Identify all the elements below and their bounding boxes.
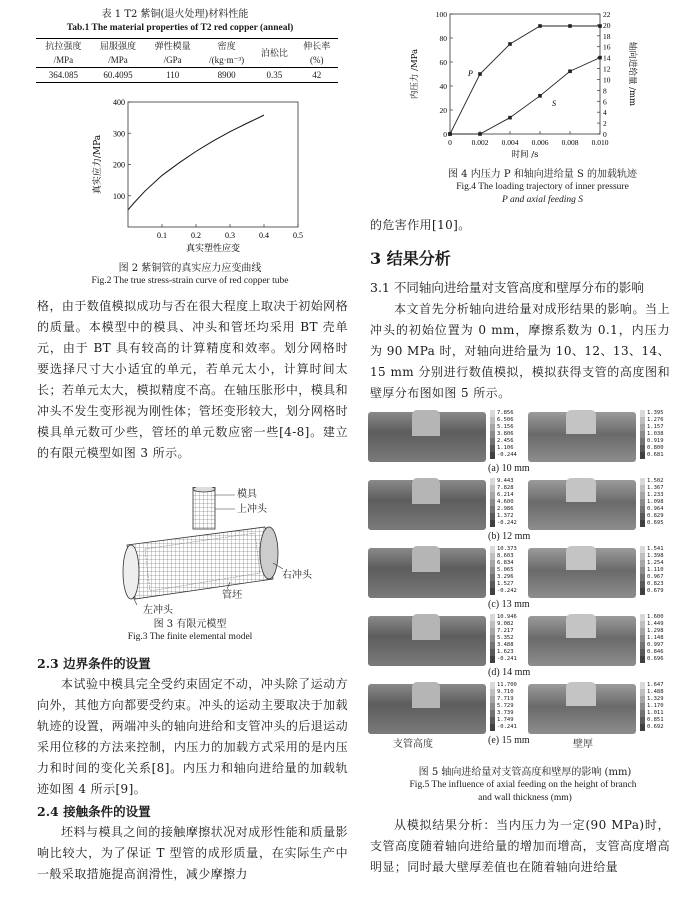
fig4-x-tick-label: 0.004 <box>501 138 519 147</box>
fig5-thickness-scale-value: 1.148 <box>640 635 674 642</box>
fig2-chart <box>90 96 310 261</box>
left-paragraph-3: 坯料与模具之间的接触摩擦状况对成形性能和质量影响比较大，为了保证 T 型管的成形质量，在实际生产中一般采取措施提高润滑性，减少摩擦力 <box>37 825 348 881</box>
fig5-height-scale-value: 6.834 <box>490 560 520 567</box>
table1-value-row <box>36 68 338 83</box>
fig5-thickness-scale <box>640 682 674 731</box>
section-3-heading: 3 结果分析 <box>370 249 451 268</box>
fig5-caption-en-2: and wall thickness (mm) <box>478 793 572 803</box>
fig2-plot-frame <box>128 102 298 227</box>
fig4-y-right-tick-label: 2 <box>603 119 607 129</box>
fig5-thickness-render <box>528 616 636 666</box>
fig5-thickness-scale <box>640 478 674 527</box>
table1-header: 弹性模量 <box>145 39 200 54</box>
fig5-thickness-scale-value: 1.276 <box>640 417 674 424</box>
fig4-y-right-tick-label: 16 <box>603 42 611 52</box>
left-paragraph-1: 格，由于数值模拟成功与否在很大程度上取决于初始网格的质量。本模型中的模具、冲头和管坯均采用 BT 壳单元，由于 BT 具有较高的计算精度和效率。划分网格时要选择尺寸大小适宜的单元，若单元太小，计算时间太长；若单元太大，模拟精度不高。在轴压胀形中，模具和冲头不发生变形视为刚性体；管坯变形较大，划分网格时模具单元数可少些，管坯的单元数应密一些[4-8]。建立的有限元模型如图 3 所示。 <box>37 299 348 460</box>
fig5-height-scale-value: 5.156 <box>490 424 520 431</box>
fig5-thickness-scale <box>640 614 674 663</box>
fig5-thickness-scale-value: 1.488 <box>640 689 674 696</box>
fig5-height-scale-value: 6.506 <box>490 417 520 424</box>
fig4-series-S-point <box>448 132 452 136</box>
fig5-thickness-scale-value: 1.298 <box>640 628 674 635</box>
fig5-row <box>368 612 676 680</box>
fig5-height-scale-value: 7.828 <box>490 485 520 492</box>
table1-value: 0.35 <box>253 68 295 83</box>
fig5-height-scale-value: 1.623 <box>490 649 520 656</box>
fig5-thickness-scale-value: 0.679 <box>640 588 674 595</box>
table1-header: 抗拉强度 <box>36 39 91 54</box>
fig2-x-tick-label: 0.4 <box>259 231 269 240</box>
fig4-y-right-tick-label: 0 <box>603 130 607 139</box>
fig2-stress-strain-line <box>128 115 264 210</box>
section-2-3-heading: 2.3 边界条件的设置 <box>37 656 151 671</box>
fig4-series-P-point <box>478 72 482 76</box>
fig5-thickness-scale-value: 1.367 <box>640 485 674 492</box>
fig4-series-P-label: P <box>468 69 473 78</box>
fig5-height-scale-value: -0.242 <box>490 588 520 595</box>
fig5-height-scale-value: 8.603 <box>490 553 520 560</box>
fig5-thickness-scale-value: 0.964 <box>640 506 674 513</box>
fig5-branch-shape <box>566 682 596 706</box>
fig5-height-scale-value: 3.488 <box>490 642 520 649</box>
fig4-y-right-tick-label: 20 <box>603 20 611 30</box>
table1-header: 密度 <box>200 39 253 54</box>
table1-value: 110 <box>145 68 200 83</box>
fig5-thickness-render <box>528 548 636 598</box>
fig5-figure <box>368 408 676 773</box>
fig5-thickness-scale-value: 1.254 <box>640 560 674 567</box>
fig5-caption-cn: 图 5 轴向进给量对支管高度和壁厚的影响 (mm) <box>418 767 632 778</box>
fig2-y-axis-label: 真实应力/MPa <box>93 134 103 195</box>
fig4-y-left-tick-label: 60 <box>439 58 447 67</box>
fig3-label-left-punch: 左冲头 <box>143 605 173 616</box>
fig2-x-tick-label: 0.5 <box>293 231 303 240</box>
fig4-series-S-point <box>508 116 512 120</box>
fig4-x-tick-label: 0 <box>448 138 452 147</box>
table1-title-en: Tab.1 The material properties of T2 red copper (anneal) <box>66 23 294 33</box>
fig5-height-scale-value: -0.242 <box>490 520 520 527</box>
fig5-branch-shape <box>566 478 596 502</box>
fig5-row <box>368 408 676 476</box>
fig5-thickness-scale-value: 1.502 <box>640 478 674 485</box>
fig5-sublabel: (d) 14 mm <box>488 667 531 678</box>
fig3-fe-model <box>115 487 320 615</box>
fig5-thickness-scale-value: 1.329 <box>640 696 674 703</box>
fig5-branch-shape <box>412 546 440 572</box>
right-paragraph-0: 的危害作用[10]。 <box>370 218 471 232</box>
fig5-thickness-scale-value: 0.919 <box>640 438 674 445</box>
fig5-thickness-scale-value: 0.681 <box>640 452 674 459</box>
fig5-thickness-scale-value: 1.157 <box>640 424 674 431</box>
fig2-y-tick-label: 100 <box>113 191 125 201</box>
left-paragraph-2: 本试验中模具完全受约束固定不动，冲头除了运动方向外，其他方向都要受约束。冲头的运动主要取决于加载轨迹的设置，两端冲头的轴向进给和支管冲头的后退运动采用位移的方法来控制，内压力的加载方式采用的是内压力和时间的变化关系[8]。内压力和轴向进给量的加载轨迹如图 4 所示[9]。 <box>37 677 348 796</box>
fig5-height-scale-value: 10.946 <box>490 614 520 621</box>
table1-header: 伸长率 <box>296 39 338 54</box>
fig5-thickness-scale-value: 1.647 <box>640 682 674 689</box>
fig4-caption-en: Fig.4 The loading trajectory of inner pressure <box>456 182 629 192</box>
fig5-height-scale <box>490 614 520 663</box>
fig4-series-S-point <box>538 94 542 98</box>
fig4-x-tick-label: 0.010 <box>591 138 609 147</box>
fig4-x-axis-label: 时间 /s <box>511 150 539 160</box>
fig4-y-right-tick-label: 18 <box>603 31 611 41</box>
fig5-thickness-scale-value: 1.170 <box>640 703 674 710</box>
table1-unit: /(kg·m⁻³) <box>209 55 245 65</box>
fig5-thickness-scale-value: 0.823 <box>640 581 674 588</box>
fig4-y-right-tick-label: 14 <box>603 53 611 63</box>
fig4-series-P-line <box>450 26 600 134</box>
table1-header: 泊松比 <box>253 39 295 68</box>
fig5-height-scale-value: 3.806 <box>490 431 520 438</box>
fig4-series-S-point <box>478 132 482 136</box>
fig5-height-scale-value: 7.719 <box>490 696 520 703</box>
fig5-thickness-scale <box>640 546 674 595</box>
fig3-caption-cn: 图 3 有限元模型 <box>153 619 227 630</box>
fig5-height-scale-value: -0.241 <box>490 656 520 663</box>
table1-unit: (%) <box>310 55 324 65</box>
table1-unit: /MPa <box>108 55 128 65</box>
fig4-y-right-tick-label: 4 <box>603 108 607 118</box>
section-3-1-heading: 3.1 不同轴向进给量对支管高度和壁厚分布的影响 <box>370 280 644 295</box>
fig5-thickness-scale-value: 1.398 <box>640 553 674 560</box>
fig5-height-scale-value: 6.214 <box>490 492 520 499</box>
fig5-height-scale-value: 5.352 <box>490 635 520 642</box>
fig5-thickness-scale-value: 1.449 <box>640 621 674 628</box>
fig4-series-S-label: S <box>552 98 556 108</box>
fig4-y-left-axis-label: 内压力 /MPa <box>410 48 420 100</box>
fig5-sublabel: (c) 13 mm <box>488 599 530 610</box>
fig2-y-tick-label: 200 <box>113 160 125 170</box>
fig5-thickness-scale-value: 1.395 <box>640 410 674 417</box>
fig5-branch-shape <box>412 410 440 436</box>
fig2-caption-cn: 图 2 紫铜管的真实应力应变曲线 <box>118 263 262 274</box>
fig3-label-die: 模具 <box>237 489 257 500</box>
fig2-x-axis-label: 真实塑性应变 <box>185 244 241 254</box>
fig5-height-scale-value: 5.065 <box>490 567 520 574</box>
fig5-height-render <box>368 412 486 462</box>
fig5-thickness-scale-value: 0.829 <box>640 513 674 520</box>
fig2-y-tick-label: 300 <box>113 129 125 139</box>
fig4-caption-en-2: P and axial feeding S <box>501 195 584 205</box>
table1 <box>36 38 338 83</box>
fig4-y-left-tick-label: 100 <box>435 10 447 19</box>
fig2-x-tick-label: 0.3 <box>225 231 235 240</box>
fig5-height-scale-value: 1.106 <box>490 445 520 452</box>
fig5-height-scale-value: 10.373 <box>490 546 520 553</box>
fig4-y-right-tick-label: 10 <box>603 75 611 85</box>
fig5-thickness-scale-value: 1.098 <box>640 499 674 506</box>
fig5-branch-shape <box>412 478 440 504</box>
right-paragraph-2: 从模拟结果分析：当内压力为一定(90 MPa)时，支管高度随着轴向进给量的增加而增高，支管高度增高明显；同时最大壁厚差值也在随着轴向进给量 <box>370 818 670 874</box>
fig4-series-P-point <box>508 42 512 46</box>
fig5-branch-shape <box>412 682 440 708</box>
table1-unit: /GPa <box>163 55 182 65</box>
fig5-height-scale-value: 1.372 <box>490 513 520 520</box>
fig5-branch-shape <box>566 614 596 638</box>
fig5-height-render <box>368 548 486 598</box>
fig4-x-tick-label: 0.002 <box>471 138 489 147</box>
fig5-height-scale-value: 1.749 <box>490 717 520 724</box>
fig5-left-label: 支管高度 <box>393 739 433 750</box>
fig5-height-scale-value: -0.241 <box>490 724 520 731</box>
table1-value: 42 <box>296 68 338 83</box>
fig5-height-render <box>368 480 486 530</box>
fig5-height-render <box>368 616 486 666</box>
fig5-height-scale-value: 9.082 <box>490 621 520 628</box>
fig4-caption-cn: 图 4 内压力 P 和轴向进给量 S 的加载轨迹 <box>447 169 637 180</box>
table1-header: 屈服强度 <box>91 39 146 54</box>
fig4-series-S-point <box>598 56 602 60</box>
fig5-right-label: 壁厚 <box>573 739 593 750</box>
fig5-branch-shape <box>566 410 596 434</box>
table1-value: 60.4095 <box>91 68 146 83</box>
fig5-thickness-scale-value: 1.011 <box>640 710 674 717</box>
fig5-thickness-render <box>528 412 636 462</box>
fig5-thickness-scale-value: 0.692 <box>640 724 674 731</box>
fig4-y-left-tick-label: 0 <box>443 130 447 139</box>
table1-unit: /MPa <box>53 55 74 65</box>
table1-title-cn: 表 1 T2 紫铜(退火处理)材料性能 <box>101 9 249 20</box>
fig5-thickness-scale-value: 1.541 <box>640 546 674 553</box>
fig5-thickness-scale-value: 0.800 <box>640 445 674 452</box>
fig3-label-top-punch: 上冲头 <box>237 504 267 515</box>
fig4-y-right-tick-label: 6 <box>603 97 607 107</box>
section-2-4-heading: 2.4 接触条件的设置 <box>37 804 151 819</box>
fig5-height-scale-value: 4.600 <box>490 499 520 506</box>
fig4-y-right-tick-label: 12 <box>603 64 611 74</box>
fig5-thickness-scale-value: 0.695 <box>640 520 674 527</box>
fig5-height-scale-value: 9.710 <box>490 689 520 696</box>
fig4-y-right-tick-label: 22 <box>603 10 611 19</box>
fig4-y-left-tick-label: 40 <box>439 82 447 91</box>
fig3-label-right-punch: 右冲头 <box>282 570 312 581</box>
fig5-height-scale-value: -0.244 <box>490 452 520 459</box>
fig5-thickness-render <box>528 684 636 734</box>
fig5-height-scale-value: 2.986 <box>490 506 520 513</box>
fig5-thickness-scale <box>640 410 674 459</box>
fig5-thickness-render <box>528 480 636 530</box>
fig5-height-scale-value: 7.217 <box>490 628 520 635</box>
fig5-height-scale <box>490 410 520 459</box>
fig5-height-scale <box>490 682 520 731</box>
table1-value: 8900 <box>200 68 253 83</box>
fig5-height-scale <box>490 478 520 527</box>
fig2-x-tick-label: 0.2 <box>191 231 201 240</box>
fig4-x-tick-label: 0.008 <box>561 138 579 147</box>
table1-value: 364.085 <box>36 68 91 83</box>
fig5-height-scale-value: 7.856 <box>490 410 520 417</box>
fig5-height-render <box>368 684 486 734</box>
fig5-branch-shape <box>412 614 440 640</box>
fig4-series-P-point <box>568 24 572 28</box>
fig4-series-P-point <box>598 24 602 28</box>
fig5-thickness-scale-value: 1.038 <box>640 431 674 438</box>
fig4-x-tick-label: 0.006 <box>531 138 549 147</box>
fig4-y-right-axis-label: 轴向进给量 /mm <box>627 41 637 107</box>
fig5-thickness-scale-value: 1.233 <box>640 492 674 499</box>
table1-header-row <box>36 39 338 54</box>
fig3-label-tube: 管坯 <box>222 590 242 601</box>
fig5-sublabel: (e) 15 mm <box>488 735 530 746</box>
fig4-y-left-tick-label: 20 <box>439 106 447 115</box>
fig5-height-scale-value: 2.456 <box>490 438 520 445</box>
fig2-x-tick-label: 0.1 <box>157 231 167 240</box>
fig5-branch-shape <box>566 546 596 570</box>
fig3-caption-en: Fig.3 The finite elemental model <box>127 632 253 642</box>
fig4-y-right-tick-label: 8 <box>603 86 607 96</box>
fig5-sublabel: (b) 12 mm <box>488 531 531 542</box>
fig4-series-S-point <box>568 69 572 73</box>
fig5-height-scale-value: 3.739 <box>490 710 520 717</box>
fig5-row <box>368 680 676 748</box>
fig5-height-scale <box>490 546 520 595</box>
fig5-row <box>368 476 676 544</box>
fig2-y-tick-label: 400 <box>113 98 125 107</box>
fig5-thickness-scale-value: 0.851 <box>640 717 674 724</box>
fig5-height-scale-value: 3.296 <box>490 574 520 581</box>
fig5-thickness-scale-value: 1.600 <box>640 614 674 621</box>
fig5-height-scale-value: 1.527 <box>490 581 520 588</box>
fig5-row <box>368 544 676 612</box>
fig4-chart <box>405 6 675 161</box>
right-paragraph-1: 本文首先分析轴向进给量对成形结果的影响。当上冲头的初始位置为 0 mm，摩擦系数为 0.1，内压力为 90 MPa 时，对轴向进给量为 10、12、13、14、15 mm 分别进行数值模拟，模拟获得支管的高度图和壁厚分布图如图 5 所示。 <box>370 302 670 400</box>
fig5-thickness-scale-value: 1.110 <box>640 567 674 574</box>
fig5-thickness-scale-value: 0.696 <box>640 656 674 663</box>
fig5-height-scale-value: 9.443 <box>490 478 520 485</box>
fig4-series-P-point <box>538 24 542 28</box>
fig5-thickness-scale-value: 0.846 <box>640 649 674 656</box>
fig5-sublabel: (a) 10 mm <box>488 463 530 474</box>
fig4-y-left-tick-label: 80 <box>439 34 447 43</box>
fig5-height-scale-value: 11.700 <box>490 682 520 689</box>
fig5-thickness-scale-value: 0.967 <box>640 574 674 581</box>
fig2-caption-en: Fig.2 The true stress-strain curve of red copper tube <box>91 276 289 286</box>
fig5-caption-en: Fig.5 The influence of axial feeding on the height of branch <box>409 780 637 790</box>
fig5-thickness-scale-value: 0.997 <box>640 642 674 649</box>
fig5-height-scale-value: 5.729 <box>490 703 520 710</box>
